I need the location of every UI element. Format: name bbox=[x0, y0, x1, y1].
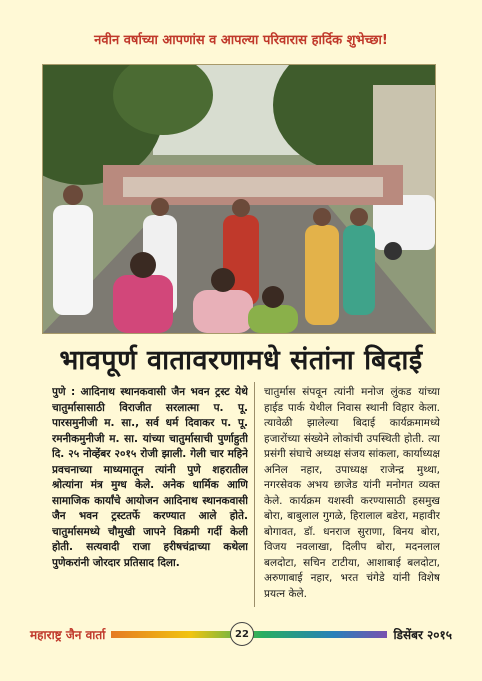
article-headline bbox=[8, 338, 474, 378]
page-footer bbox=[30, 620, 452, 648]
issue-date: डिसेंबर २०१५ bbox=[387, 620, 452, 648]
column-divider bbox=[254, 382, 255, 607]
greeting-text: नवीन वर्षाच्या आपणांस व आपल्या परिवारास हार्दिक शुभेच्छा! bbox=[94, 33, 388, 48]
greeting-banner bbox=[8, 22, 474, 56]
article-left-column bbox=[52, 385, 248, 605]
headline-text: भावपूर्ण वातावरणामधे संतांना बिदाई bbox=[59, 344, 423, 376]
article-right-column bbox=[264, 385, 440, 605]
publication-name: महाराष्ट्र जैन वार्ता bbox=[30, 620, 111, 648]
procession-photo bbox=[42, 64, 436, 334]
left-column-text: पुणे : आदिनाथ स्थानकवासी जैन भवन ट्रस्ट येथे चातुर्मासासाठी विराजीत सरलात्मा प. पू. पारसमुनीजी म. सा., सर्व धर्म दिवाकर प. पू. रमनीकमुनीजी म. सा. यांच्या चातुर्मासाची पुर्णाहुती दि. २५ नोव्हेंबर २०१५ रोजी झाली. गेली चार महिने प्रवचनाच्या माध्यमातून त्यांनी पुणे शहरातील श्रोत्यांना मंत्र मुग्ध केले. अनेक धार्मिक आणि सामाजिक कार्यांचे आयोजन आदिनाथ स्थानकवासी जैन भवन ट्रस्टतर्फे करण्यात आले होते. चातुर्मासमध्ये चौमुखी जापने विक्रमी गर्दी केली होती. सत्यवादी राजा हरीषचंद्राच्या कथेला पुणेकरांनी जोरदार प्रतिसाद दिला. bbox=[52, 386, 248, 569]
page-number: 22 bbox=[230, 622, 254, 646]
right-column-text: चातुर्मास संपवून त्यांनी मनोज लुंकड यांच्या हाईड पार्क येथील निवास स्थानी विहार केला. त्यावेळी झालेल्या बिदाई कार्यक्रमामध्ये हजारोंच्या संख्येने लोकांची उपस्थिती होती. त्या प्रसंगी संघाचे अध्यक्ष संजय सांकला, कार्याध्यक्ष अनिल नहार, उपाध्यक्ष राजेन्द्र मुथ्था, नगरसेवक अभय छाजेड यांनी मनोगत व्यक्त केले. कार्यक्रम यशस्वी करण्यासाठी हसमुख बोरा, बाबुलाल गुगळे, हिरालाल बडेरा, महावीर बोगावत, डॉ. धनराज सुराणा, बिनय बोरा, विजय नवलाखा, दिलीप बोरा, मदनलाल बलदोटा, सचिन टाटीया, आशाबाई बलदोटा, अरुणाबाई नहार, भरत चंगेडे यांनी विशेष प्रयत्न केले. bbox=[264, 386, 440, 600]
